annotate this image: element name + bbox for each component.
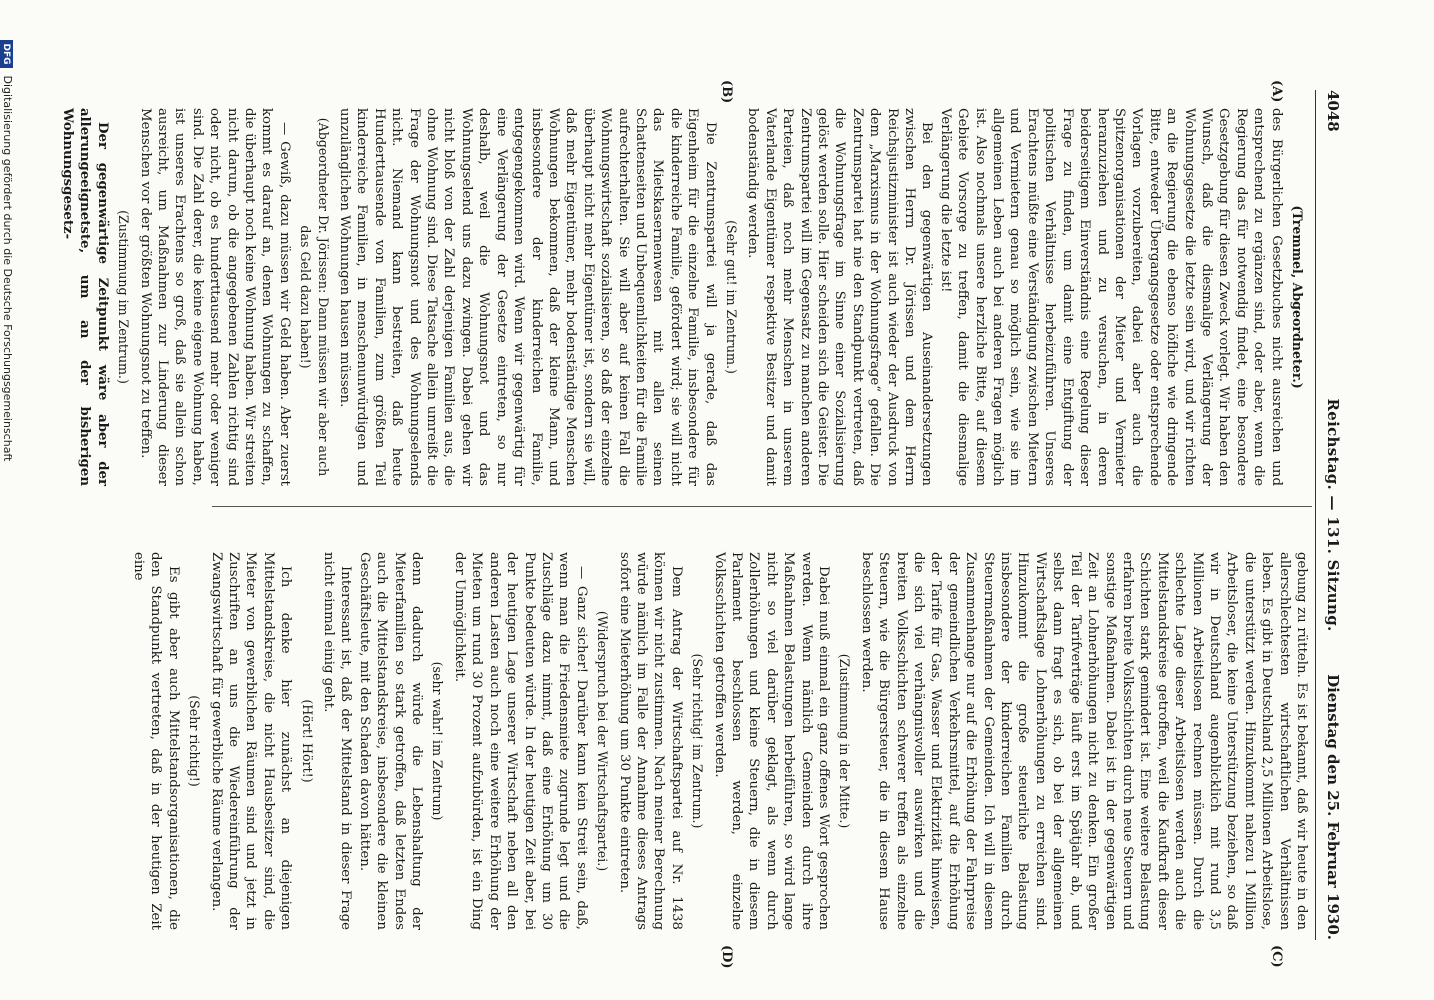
paragraph: Dem Antrag der Wirtschaftspartei auf Nr. 1438 können wir nicht zustimmen. Nach meiner Berechnung würde nämlich im Falle der Annahme dieses Antrags sofort eine Mieterhöhung um 30 Punkte eintreten. (616, 552, 684, 930)
dfg-logo: DFG (0, 40, 13, 68)
speaker-label: (Tremmel, Abgeordneter.) (1290, 205, 1305, 389)
paragraph: Es gibt aber auch Mittelstandsorganisationen, die den Standpunkt vertreten, daß in der heutigen Zeit eine (131, 552, 181, 930)
paragraph: Die Zentrumspartei will ja gerade, daß das Eigenheim für die einzelne Familie, insbesondere für die kinderreiche Familie, gefördert wird; sie will nicht das Mietskasernenwesen mit allen seinen Schattenseiten und Unbequemlichkeiten für die Familie aufrechterhalten. Sie will aber auf keinen Fall die Wohnungswirtschaft sozialisieren, so daß der einzelne überhaupt nicht mehr Eigentümer ist, sondern sie will, daß mehr Eigentümer, mehr bodenständige Menschen Wohnungen bekommen, daß der kleine Mann, und insbesondere der kinderreichen Familie, entgegengekommen wird. Wenn wir gegenwärtig für eine Verlängerung der Gesetze eintreten, so nur deshalb, weil die Wohnungsnot und das Wohnungselend uns dazu zwingen. Dabei gehen wir nicht bloß von der Zahl derjenigen Familien aus, die ohne Wohnung sind. Diese Tatsache allein umreißt die Frage der Wohnungsnot und des Wohnungselends nicht. Niemand kann bestreiten, daß heute Hunderttausende von Familien, zum größten Teil kinderreiche Familien, in menschenunwürdigen und unzulänglichen Wohnungen hausen müssen. (337, 108, 718, 486)
interjection: (sehr wahr! im Zentrum) (430, 661, 446, 821)
header-rule (1315, 90, 1316, 940)
interjection: (Widerspruch bei der Wirtschaftspartei.) (595, 610, 611, 872)
paragraph: des Bürgerlichen Gesetzbuches nicht ausreichen und entsprechend zu ergänzen sind, oder aber, wenn die Regierung das für notwendig findet, eine besondere Gesetzgebung für diesen Zweck vorlegt. Wir haben den Wunsch, daß die diesmalige Verlängerung der Wohnungsgesetze die letzte sein wird, und wir richten an die Regierung die ebenso höfliche wie dringende Bitte, entweder Übergangsgesetze oder entsprechende Vorlagen vorzubereiten, dabei aber auch die Spitzenorganisationen der Mieter und Vermieter heranzuziehen und zu versuchen, in deren beiderseitigem Einverständnis eine Regelung dieser Frage zu finden, um damit eine Entgiftung der politischen Verhältnisse herbeizuführen. Unseres Erachtens müßte eine Verständigung zwischen Mietern und Vermietern genau so möglich sein, wie sie im allgemeinen Leben auch bei anderen Fragen möglich ist. Also nochmals unsere herzliche Bitte, auf diesem Gebiete Vorsorge zu treffen, damit die diesmalige Verlängerung die letzte ist! (937, 108, 1284, 486)
interjection: (Sehr richtig!) (187, 695, 203, 787)
interjection: (Sehr gut! im Zentrum.) (724, 220, 739, 374)
funding-footer (0, 40, 14, 940)
interjection: (Sehr richtig! im Zentrum.) (690, 653, 706, 829)
paragraph: — Gewiß, dazu müssen wir Geld haben. Aber zuerst kommt es darauf an, denen Wohnungen zu schaffen, die überhaupt noch keine Wohnung haben. Wir streiten nicht darum, ob die angegebenen Zahlen richtig sind oder nicht, ob es hunderttausend mehr oder weniger sind. Die Zahl derer, die keine eigene Wohnung haben, ist unseres Erachtens so groß, daß sie allein schon ausreicht, um Maßnahmen zur Linderung dieser Menschen vor der größten Wohnungsnot zu treffen. (137, 108, 292, 486)
session-title: Reichstag. — 131. Sitzung. (1324, 398, 1342, 632)
margin-mark-a: (A) (1269, 80, 1284, 103)
funding-note: Digitalisierung gefördert durch die Deutsche Forschungsgemeinschaft (1, 75, 14, 462)
interjection: (Abgeordneter Dr. Jörissen: Dann müssen wir aber auch das Geld dazu haben!) (298, 117, 331, 477)
right-column (129, 552, 1310, 930)
paragraph: denn dadurch würde die Lebenshaltung der Mieterfamilien so stark getroffen, daß letzten Endes auch die Mittelstandskreise, insbesondere die kleinen Geschäftsleute, mit den Schaden davon hätten. (356, 552, 425, 930)
paragraph: Dabei muß einmal ein ganz offenes Wort gesprochen werden. Wenn nämlich Gemeinden durch ihre Maßnahmen Belastungen herbeiführen, so wird lange nicht so viel darüber geklagt, als wenn durch Zollerhöhungen und kleine Steuern, die in diesem Parlament beschlossen werden, einzelne Volksschichten getroffen werden. (711, 552, 832, 930)
margin-mark-c: (C) (1269, 945, 1284, 968)
page-header (1316, 90, 1342, 940)
paragraph: Der gegenwärtige Zeitpunkt wäre aber der allerungeeignetste, um an der bisherigen Wohnungsgesetz- (59, 108, 110, 486)
margin-mark-d: (D) (719, 945, 734, 969)
left-column (58, 108, 1310, 486)
paragraph: Bei den gegenwärtigen Auseinandersetzungen zwischen Herrn Dr. Jörissen und dem Herrn Reichsjustizminister ist auch wieder der Ausdruck von dem „Marxismus in der Wohnungsfrage“ gefallen. Die Zentrumspartei hat nie den Standpunkt vertreten, daß die Wohnungsfrage im Sinne einer Sozialisierung gelöst werden solle. Hier scheiden sich die Geister. Die Zentrumspartei will im Gegensatz zu manchen anderen Parteien, daß noch mehr Menschen in unserem Vaterlande Eigentümer respektive Besitzer und damit bodenständig werden. (745, 108, 935, 486)
interjection: (Zustimmung in der Mitte.) (837, 653, 853, 829)
interjection: (Hört! Hört!) (299, 699, 315, 783)
page-number: 4048 (1324, 90, 1342, 132)
paragraph: Ich denke hier zunächst an diejenigen Mittelstandskreise, die nicht Hausbesitzer sind, die Mieter von gewerblichen Räumen sind und jetzt in Zuschriften an uns die Wiedereinführung der Zwangswirtschaft für gewerbliche Räume verlangen. (208, 552, 294, 930)
column-divider (212, 506, 1312, 507)
paragraph: Interessant ist, daß der Mittelstand in dieser Frage nicht einmal einig geht. (321, 552, 354, 930)
margin-mark-b: (B) (719, 80, 734, 104)
interjection: (Zustimmung im Zentrum.) (116, 210, 132, 384)
session-date: Dienstag den 25. Februar 1930. (1324, 674, 1342, 940)
paragraph: — Ganz sicher! Darüber kann kein Streit sein, daß, wenn man die Friedensmiete zugrunde legt und die Zuschläge dazu nimmt, daß eine Erhöhung um 30 Punkte bedeuten würde. In der heutigen Zeit aber, bei der heutigen Lage unserer Wirtschaft neben all den anderen Lasten auch noch eine weitere Erhöhung der Mieten um rund 30 Prozent aufzubürden, ist ein Ding der Unmöglichkeit. (451, 552, 589, 930)
paragraph: gebung zu rütteln. Es ist bekannt, daß wir heute in den allerschlechtesten wirtschaftlichen Verhältnissen leben. Es gibt in Deutschland 2,5 Millionen Arbeitslose, die unterstützt werden. Hinzukommt nahezu 1 Million Arbeitsloser, die keine Unterstützung beziehen, so daß wir in Deutschland augenblicklich mit rund 3,5 Millionen Arbeitslosen rechnen müssen. Durch die schlechte Lage dieser Arbeitslosen werden auch die Mittelstandskreise getroffen, weil die Kaufkraft dieser Schichten stark gemindert ist. Eine weitere Belastung erfahren breite Volksschichten durch neue Steuern und sonstige Maßnahmen. Dabei ist in der gegenwärtigen Zeit an Lohnerhöhungen nicht zu denken. Ein großer Teil der Tarifverträge läuft erst im Spätjahr ab, und selbst dann fragt es sich, ob bei der allgemeinen Wirtschaftslage Lohnerhöhungen zu erreichen sind. Hinzukommt die große steuerliche Belastung insbesondere der kinderreichen Familien durch Steuermaßnahmen der Gemeinden. Ich will in diesem Zusammenhange nur auf die Erhöhung der Fahrpreise der gemeindlichen Verkehrsmittel, auf die Erhöhung der Tarife für Gas, Wasser und Elektrizität hinweisen, die sich viel verhängnisvoller auswirken und die breiten Volksschichten schwerer treffen als einzelne Steuern, wie die Bürgersteuer, die in diesem Hause beschlossen werden. (858, 552, 1309, 930)
